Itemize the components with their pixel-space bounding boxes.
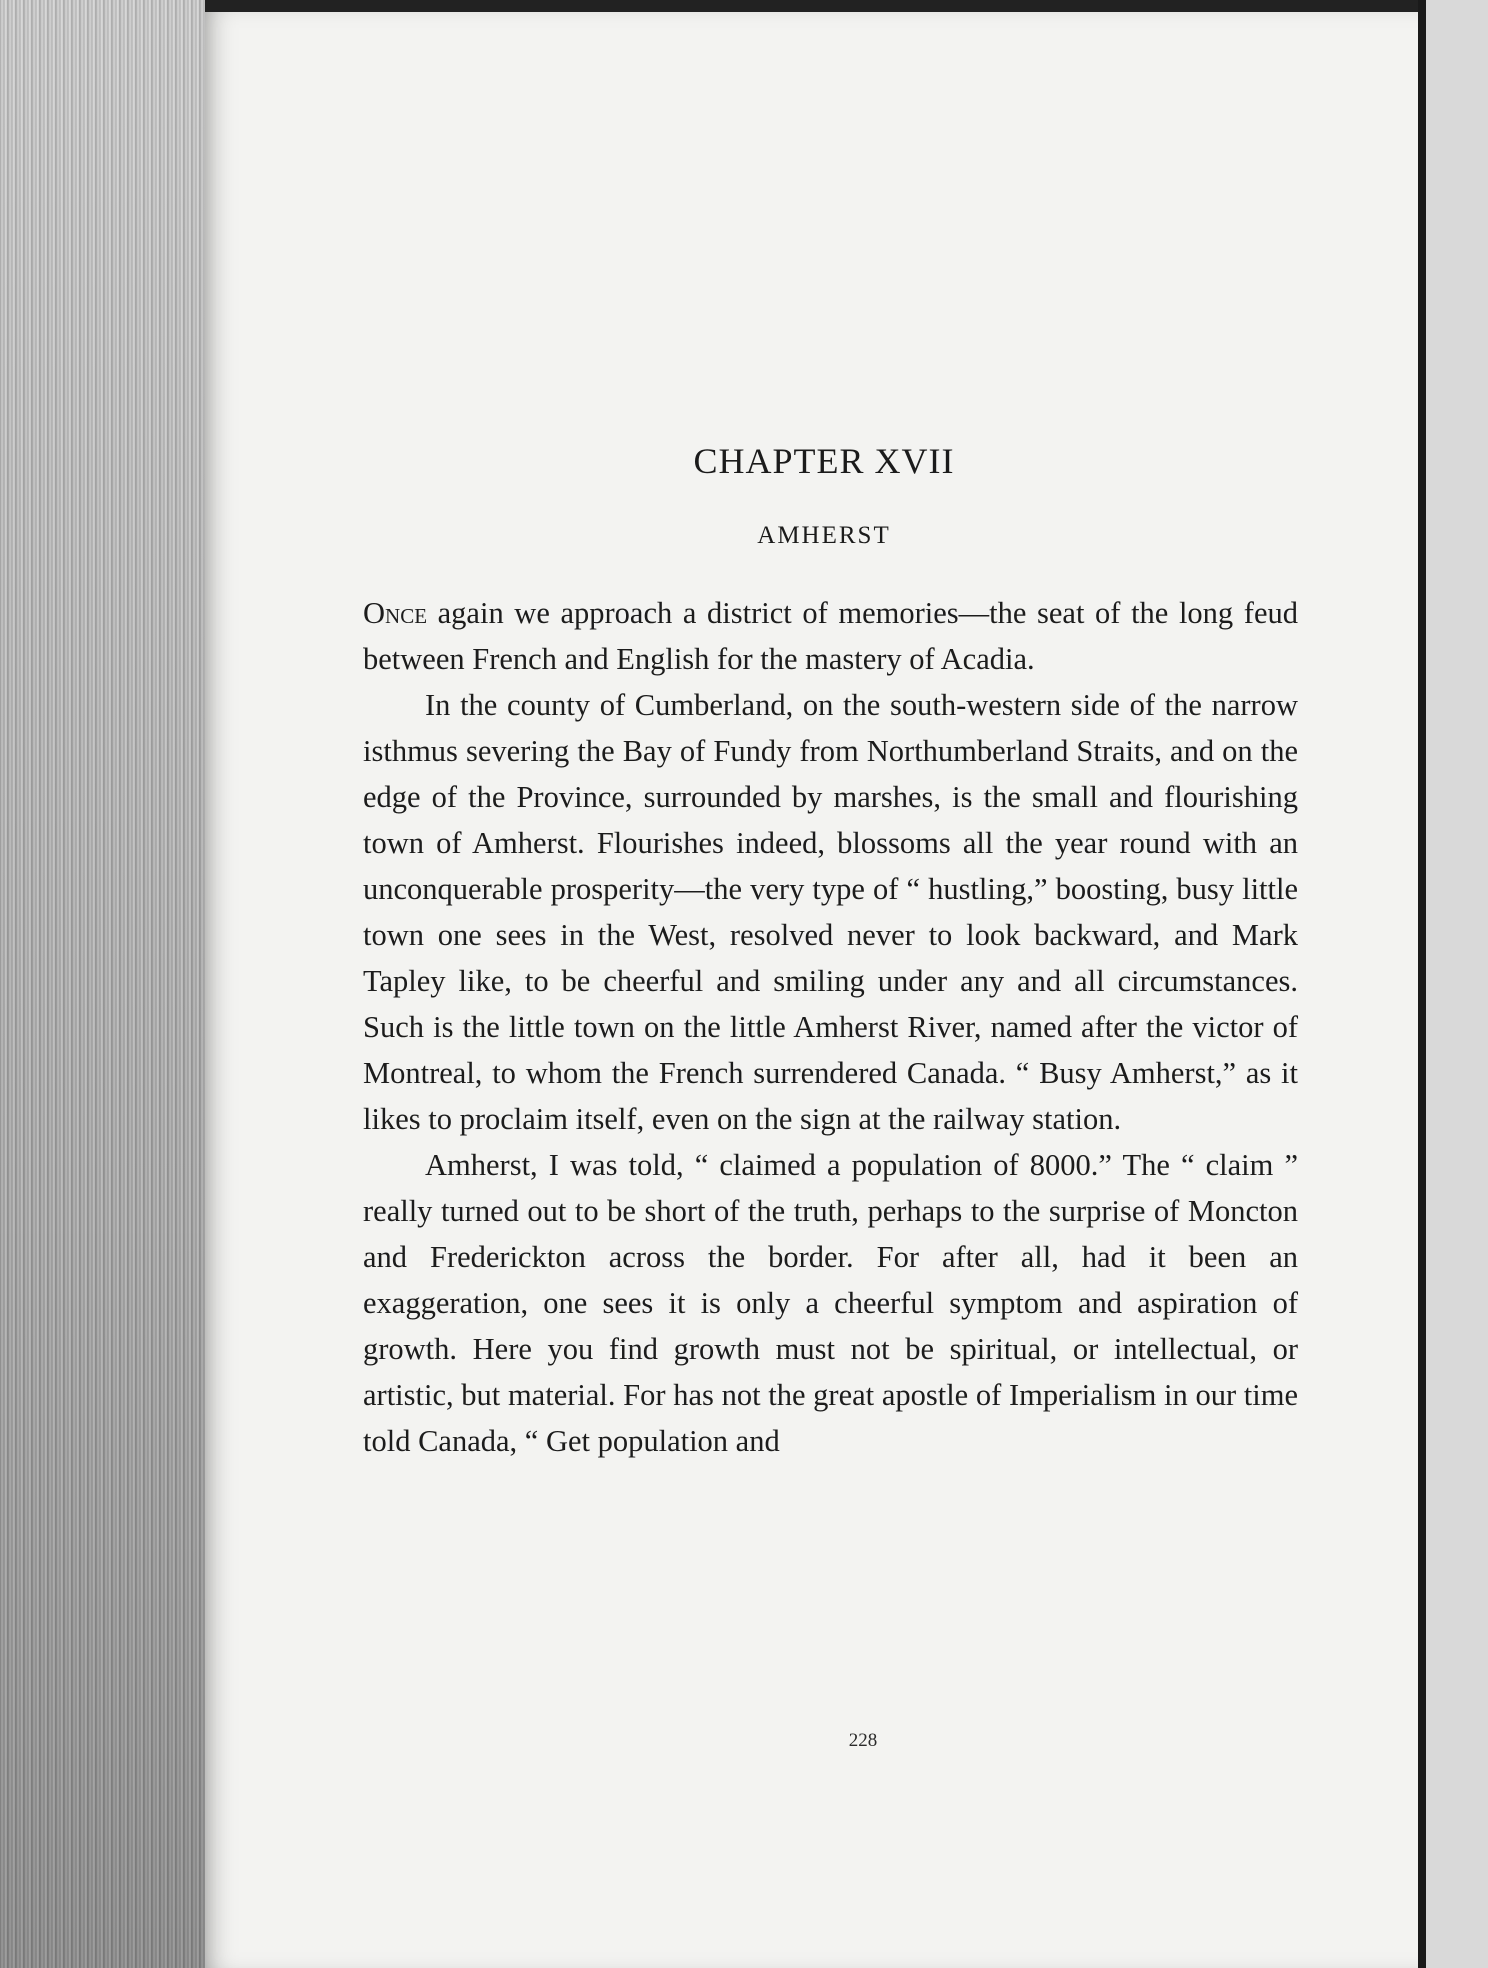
book-page-edges (0, 0, 205, 1968)
paragraph-1 (363, 590, 1298, 682)
page-number: 228 (848, 1730, 878, 1751)
body-text (363, 590, 1298, 1464)
paragraph-3: Amherst, I was told, “ claimed a population of 8000.” The “ claim ” really turned out to be short of the truth, perhaps to the surprise of Moncton and Frederickton across the border. For after all, had it been an exaggeration, one sees it is only a cheerful symptom and aspiration of growth. Here you find growth must not be spiritual, or intellectual, or artistic, but material. For has not the great apostle of Imperialism in our time told Canada, “ Get population and (363, 1148, 1298, 1458)
facing-page-edge (1418, 0, 1488, 1968)
paragraph-lead-word: Once (363, 596, 428, 630)
paragraph-1-text: again we approach a district of memories—the seat of the long feud between French and English for the mastery of Acadia. (363, 596, 1298, 676)
book-page (205, 12, 1418, 1968)
chapter-heading: CHAPTER XVII (693, 441, 955, 481)
paragraph-2: In the county of Cumberland, on the south-western side of the narrow isthmus severing the Bay of Fundy from Northumberland Straits, and on the edge of the Province, surrounded by marshes, is the small and flourishing town of Amherst. Flourishes indeed, blossoms all the year round with an unconquerable prosperity—the very type of “ hustling,” boosting, busy little town one sees in the West, resolved never to look backward, and Mark Tapley like, to be cheerful and smiling under any and all circumstances. Such is the little town on the little Amherst River, named after the victor of Montreal, to whom the French surrendered Canada. “ Busy Amherst,” as it likes to proclaim itself, even on the sign at the railway station. (363, 688, 1298, 1136)
chapter-title: AMHERST (757, 522, 891, 549)
scan-top-edge (0, 0, 1488, 12)
